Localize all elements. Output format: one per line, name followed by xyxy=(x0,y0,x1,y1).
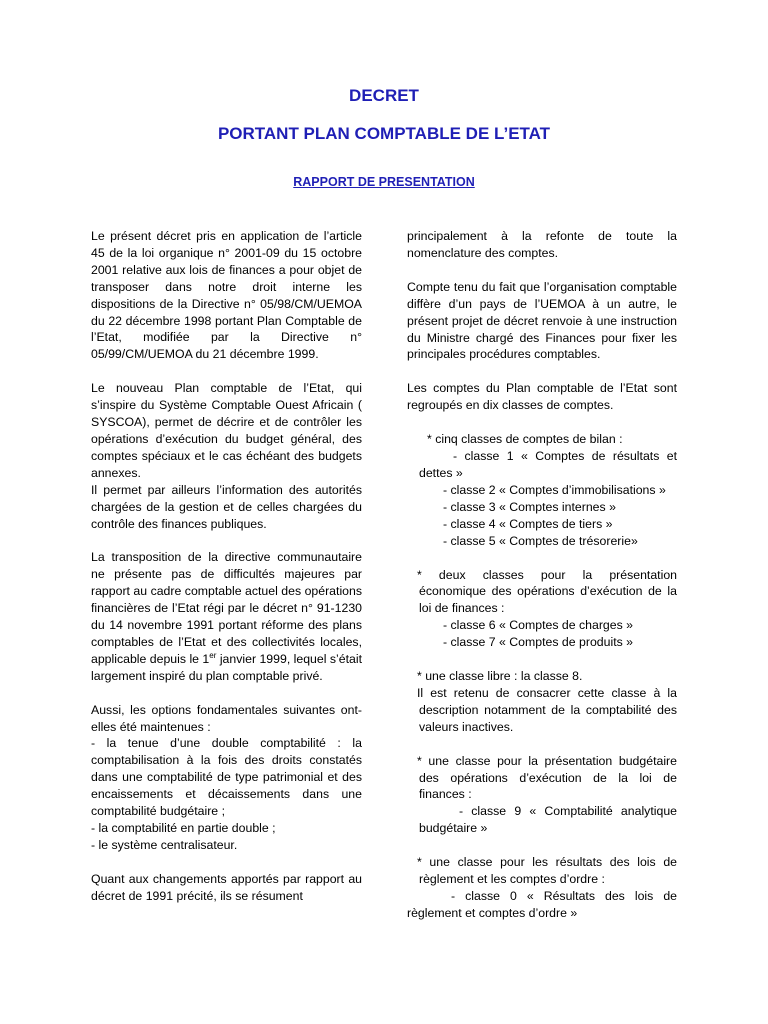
list-item: - classe 6 « Comptes de charges » xyxy=(443,618,634,633)
paragraph xyxy=(91,549,362,684)
paragraph: principalement à la refonte de toute la nomenclature des comptes. xyxy=(407,229,677,260)
right-column xyxy=(407,228,677,922)
list-item: - la tenue d’une double comptabilité : la comptabilisation à la fois des droits constatés dans une comptabilité de type patrimonial et des encaissements et décaissements dans une comptabilité budgétaire ; xyxy=(91,736,362,819)
paragraph: Aussi, les options fondamentales suivantes ont-elles été maintenues : xyxy=(91,702,362,734)
list-item xyxy=(407,888,677,922)
paragraph: Il est retenu de consacrer cette classe à la description notamment de la comptabilité des valeurs inactives. xyxy=(417,685,677,734)
list-item: - le système centralisateur. xyxy=(91,837,238,852)
paragraph: Il permet par ailleurs l’information des autorités chargées de la gestion et de celles chargées du contrôle des finances publiques. xyxy=(91,482,362,531)
section-title: RAPPORT DE PRESENTATION xyxy=(293,175,475,189)
list-item xyxy=(407,448,677,482)
paragraph-text: La transposition de la directive communautaire ne présente pas de difficultés majeures par rapport au cadre comptable actuel des opérations financières de l’Etat régi par le décret n° 91-1230 du 14 novembre 1991 portant réforme des plans comptables de l’Etat et des collectivités locales, applicable depuis le 1 xyxy=(91,550,362,666)
document-subtitle: PORTANT PLAN COMPTABLE DE L’ETAT xyxy=(217,124,551,143)
paragraph: Le nouveau Plan comptable de l’Etat, qui s’inspire du Système Comptable Ouest Africain ( SYSCOA), permet de décrire et de contrôler les opérations d’exécution du budget général, des comptes spéciaux et le cas échéant des budgets annexes. xyxy=(91,381,362,480)
document-title: DECRET xyxy=(349,86,419,105)
paragraph: Le présent décret pris en application de l’article 45 de la loi organique n° 2001-09 du 15 octobre 2001 relative aux lois de finances a pour objet de transposer dans notre droit interne les dispositions de la Directive n° 05/98/CM/UEMOA du 22 décembre 1998 portant Plan Comptable de l’Etat, modifiée par la Directive n° 05/99/CM/UEMOA du 21 décembre 1999. xyxy=(91,229,362,362)
class-group-heading: * cinq classes de comptes de bilan : xyxy=(427,432,623,447)
list-item: - classe 7 « Comptes de produits » xyxy=(443,635,634,650)
list-item-text: - classe 9 « Comptabilité analytique budgétaire » xyxy=(419,804,677,836)
list-item: - classe 2 « Comptes d’immobilisations » xyxy=(443,482,666,497)
class-group-heading: * deux classes pour la présentation économique des opérations d’exécution de la loi de finances : xyxy=(417,567,677,616)
left-column xyxy=(91,228,362,905)
paragraph: Quant aux changements apportés par rapport au décret de 1991 précité, ils se résument xyxy=(91,871,362,903)
paragraph-text: janvier 1999, lequel s’était largement inspiré du plan comptable privé. xyxy=(91,651,363,683)
superscript: er xyxy=(209,650,217,660)
list-item-text: - classe 0 « Résultats des lois de règlement et comptes d’ordre » xyxy=(407,889,677,920)
list-item: - classe 3 « Comptes internes » xyxy=(443,499,616,514)
class-group-heading: * une classe pour la présentation budgétaire des opérations d’exécution de la loi de finances : xyxy=(417,753,677,802)
list-item-text: - classe 1 « Comptes de résultats et dettes » xyxy=(419,449,677,480)
paragraph: Les comptes du Plan comptable de l’Etat sont regroupés en dix classes de comptes. xyxy=(407,381,677,413)
list-item: - classe 4 « Comptes de tiers » xyxy=(443,516,613,531)
class-group-heading: * une classe libre : la classe 8. xyxy=(417,669,583,684)
list-item: - classe 5 « Comptes de trésorerie» xyxy=(443,533,638,548)
list-item: - la comptabilité en partie double ; xyxy=(91,821,276,835)
paragraph: Compte tenu du fait que l’organisation comptable diffère d’un pays de l’UEMOA à un autre, le présent projet de décret renvoie à une instruction du Ministre chargé des Finances pour fixer les principales procédures comptables. xyxy=(407,279,677,362)
list-item xyxy=(407,803,677,837)
class-group-heading: * une classe pour les résultats des lois de règlement et les comptes d’ordre : xyxy=(417,855,677,887)
